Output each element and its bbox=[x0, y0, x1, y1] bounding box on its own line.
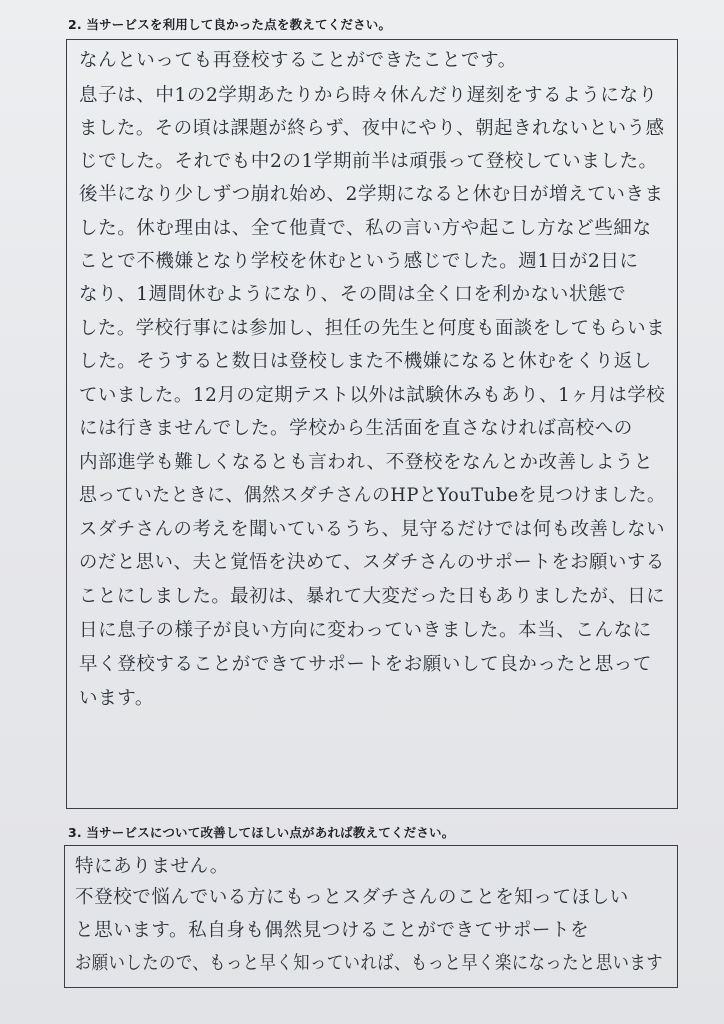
handwritten-line: お願いしたので、もっと早く知っていれば、もっと早く楽になったと思います bbox=[75, 953, 664, 974]
handwritten-line: ことにしました。最初は、暴れて大変だった日もありましたが、日に bbox=[79, 586, 666, 607]
handwritten-line: なんといっても再登校することができたことです。 bbox=[79, 50, 517, 71]
handwritten-line: じでした。それでも中2の1学期前半は頑張って登校していました。 bbox=[79, 151, 658, 172]
handwritten-line: した。そうすると数日は登校しまた不機嫌になると休むをくり返し bbox=[79, 351, 653, 372]
question-2-answer-box bbox=[66, 39, 678, 809]
question-2-heading: 2. 当サービスを利用して良かった点を教えてください。 bbox=[68, 17, 392, 32]
handwritten-line: した。学校行事には参加し、担任の先生と何度も面談をしてもらいま bbox=[79, 318, 666, 339]
question-3-answer-box bbox=[64, 845, 678, 988]
handwritten-line: 特にありません。 bbox=[75, 856, 229, 877]
handwritten-line: 不登校で悩んでいる方にもっとスダチさんのことを知ってほしい bbox=[75, 887, 629, 908]
handwritten-line: 後半になり少しずつ崩れ始め、2学期になると休む日が増えていきま bbox=[79, 184, 664, 205]
handwritten-line: 思っていたときに、偶然スダチさんのHPとYouTubeを見つけました。 bbox=[79, 485, 666, 506]
handwritten-line: なり、1週間休むようになり、その間は全く口を利かない状態で bbox=[79, 284, 627, 305]
handwritten-line: ことで不機嫌となり学校を休むという感じでした。週1日が2日に bbox=[79, 251, 639, 272]
handwritten-line: した。休む理由は、全て他責で、私の言い方や起こし方など些細な bbox=[79, 218, 652, 239]
handwritten-line: 息子は、中1の2学期あたりから時々休んだり遅刻をするようになり bbox=[79, 85, 658, 106]
handwritten-line: には行きませんでした。学校から生活面を直さなければ高校への bbox=[79, 418, 633, 439]
handwritten-line: 内部進学も難しくなるとも言われ、不登校をなんとか改善しようと bbox=[79, 452, 654, 473]
handwritten-line: ていました。12月の定期テスト以外は試験休みもあり、1ヶ月は学校 bbox=[79, 385, 666, 406]
question-3-heading: 3. 当サービスについて改善してほしい点があれば教えてください。 bbox=[68, 825, 455, 840]
handwritten-line: います。 bbox=[79, 688, 154, 709]
handwritten-line: 日に息子の様子が良い方向に変わっていきました。本当、こんなに bbox=[79, 620, 652, 641]
handwritten-line: のだと思い、夫と覚悟を決めて、スダチさんのサポートをお願いする bbox=[79, 552, 665, 573]
handwritten-line: と思います。私自身も偶然見つけることができてサポートを bbox=[75, 920, 590, 941]
handwritten-line: 早く登校することができてサポートをお願いして良かったと思って bbox=[79, 654, 653, 675]
handwritten-line: スダチさんの考えを聞いているうち、見守るだけでは何も改善しない bbox=[79, 519, 666, 540]
handwritten-line: ました。その頃は課題が終らず、夜中にやり、朝起きれないという感 bbox=[79, 118, 665, 139]
